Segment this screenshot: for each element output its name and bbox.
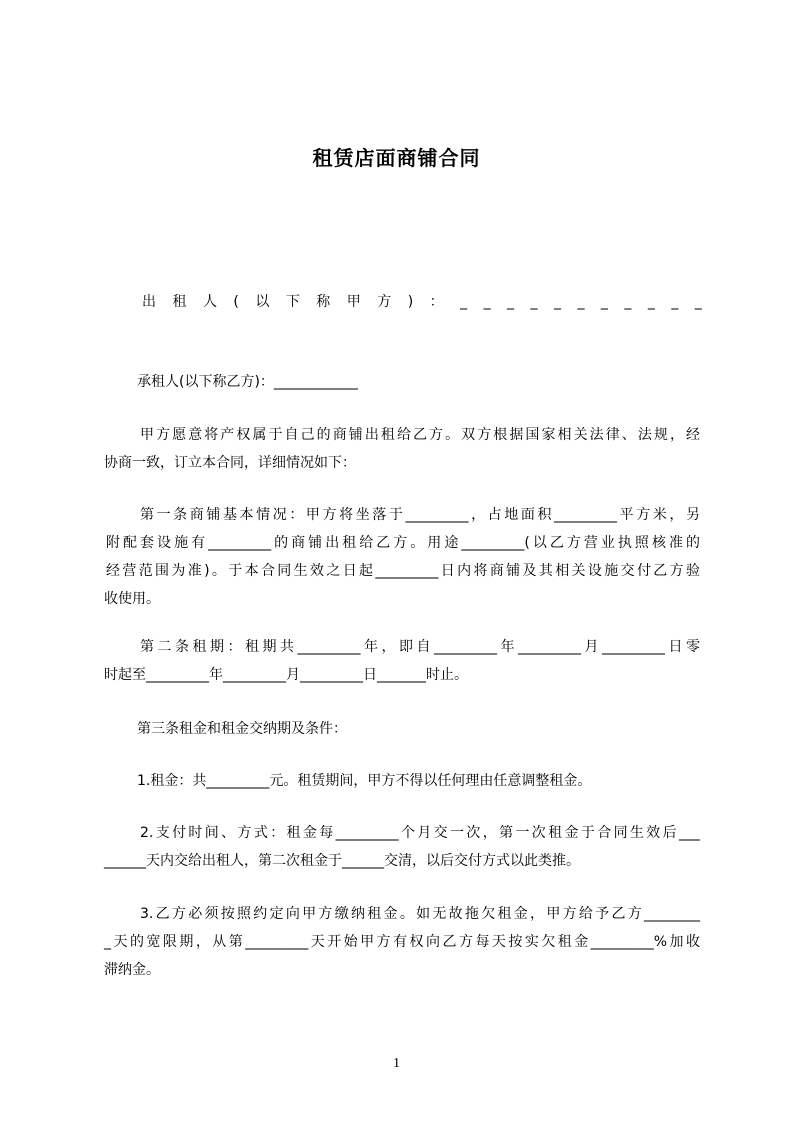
lessor-char: 方 — [377, 294, 392, 310]
article3-item-3-line-3: 滞纳金。 — [104, 962, 160, 978]
lessor-blank: _ — [530, 294, 538, 310]
lessor-blank: _ — [624, 294, 632, 310]
lessor-char: 甲 — [346, 294, 361, 310]
lessor-blank: _ — [694, 294, 702, 310]
lessor-char: 以 — [255, 294, 270, 310]
article1-line-2: 附配套设施有_________的商铺出租给乙方。用途_________(以乙方营业执照核准的 — [106, 535, 700, 551]
article3-item-1: 1.租金：共_________元。租赁期间，甲方不得以任何理由任意调整租金。 — [137, 773, 592, 789]
lessor-char: 人 — [202, 294, 217, 310]
lessor-blank: _ — [577, 294, 585, 310]
document-title: 租赁店面商铺合同 — [312, 146, 481, 170]
lessor-char: 称 — [316, 294, 331, 310]
lessor-char: 下 — [285, 294, 300, 310]
lessor-blank: _ — [600, 294, 608, 310]
article1-line-1: 第一条商铺基本情况：甲方将坐落于_________，占地面积_________平方米，另 — [140, 507, 700, 523]
lessor-char: 出 — [142, 294, 156, 310]
article3-item-3-line-1: 3.乙方必须按照约定向甲方缴纳租金。如无故拖欠租金，甲方给予乙方________ — [140, 906, 700, 922]
lessor-char: ( — [233, 294, 239, 310]
article3-item-2-line-1: 2.支付时间、方式：租金每_________个月交一次，第一次租金于合同生效后___ — [140, 825, 700, 841]
lessor-blank: _ — [483, 294, 491, 310]
intro-line-2: 协商一致，订立本合同，详细情况如下： — [104, 455, 356, 471]
lessor-blank: _ — [553, 294, 561, 310]
article1-line-3: 经营范围为准)。于本合同生效之日起_________日内将商铺及其相关设施交付乙方验 — [106, 563, 700, 579]
article3-item-2-line-2: ______天内交给出租人，第二次租金于______交清，以后交付方式以此类推。 — [104, 853, 580, 869]
lessor-blank: _ — [507, 294, 515, 310]
lessee-line: 承租人(以下称乙方)：____________ — [137, 374, 358, 390]
lessor-line — [142, 288, 702, 316]
article1-line-4: 收使用。 — [104, 591, 160, 607]
lessor-char: ) — [407, 294, 414, 310]
article2-line-1: 第二条租期：租期共_________年，即自_________年_________月_________日零 — [140, 639, 700, 655]
intro-line-1: 甲方愿意将产权属于自己的商铺出租给乙方。双方根据国家相关法律、法规，经 — [140, 427, 700, 443]
page-number: 1 — [393, 1056, 400, 1071]
lessor-blank: _ — [647, 294, 655, 310]
lessor-blank: _ — [671, 294, 679, 310]
lessor-blank: _ — [460, 294, 468, 310]
article2-line-2: 时起至_________年_________月_________日_______时止。 — [104, 667, 468, 683]
article3-heading: 第三条租金和租金交纳期及条件： — [137, 721, 347, 737]
lessor-char: 租 — [172, 294, 187, 310]
article3-item-3-line-2: _天的宽限期，从第_________天开始甲方有权向乙方每天按实欠租金_________%加收 — [104, 934, 700, 950]
lessor-char: ： — [429, 294, 444, 310]
